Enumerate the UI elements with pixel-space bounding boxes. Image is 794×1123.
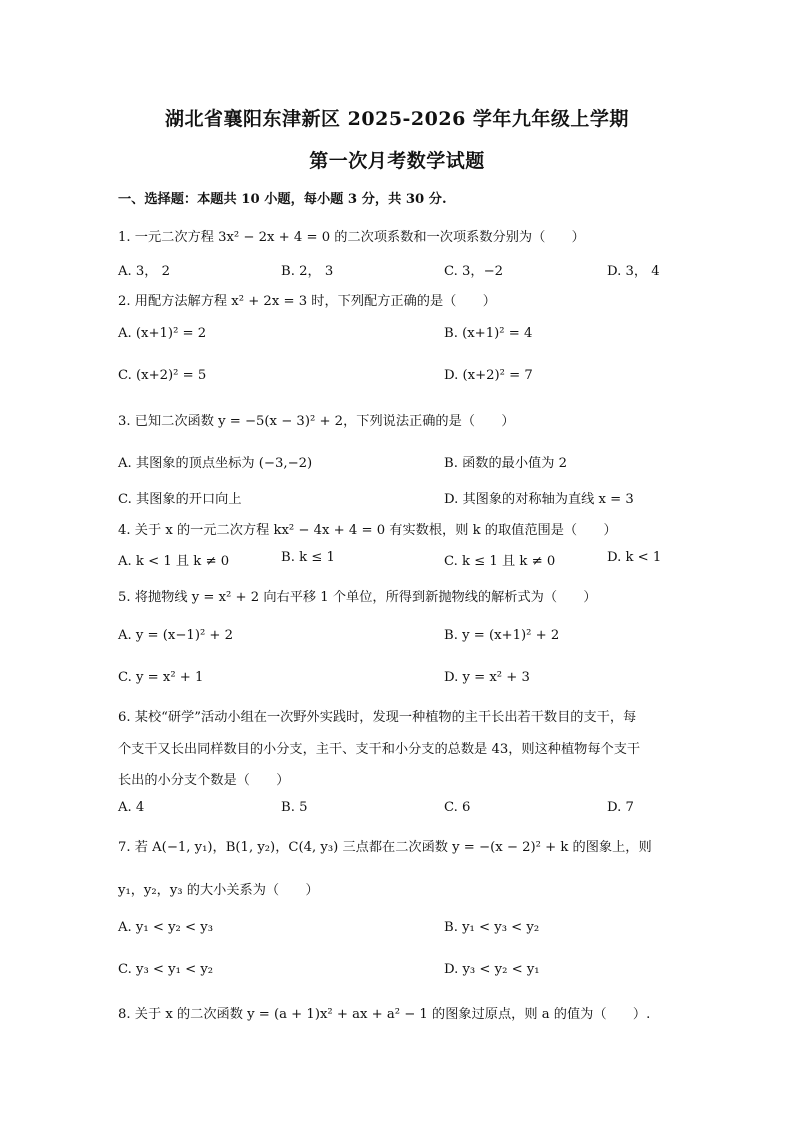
question-8-stem: 8. 关于 x 的二次函数 y = (a + 1)x² + ax + a² − 1 的图象过原点，则 a 的值为（ ）.	[118, 1007, 651, 1022]
q3-option-d: D. 其图象的对称轴为直线 x = 3	[444, 492, 634, 507]
q2-option-a: A. (x+1)² = 2	[118, 326, 207, 341]
q2-option-c: C. (x+2)² = 5	[118, 368, 207, 383]
q6-option-b: B. 5	[281, 800, 308, 815]
question-2-stem: 2. 用配方法解方程 x² + 2x = 3 时，下列配方正确的是（ ）	[118, 294, 496, 309]
q5-option-d: D. y = x² + 3	[444, 670, 530, 685]
question-7-stem-line2: y₁，y₂，y₃ 的大小关系为（ ）	[118, 883, 319, 898]
q6-option-a: A. 4	[118, 800, 145, 815]
q5-option-a: A. y = (x−1)² + 2	[118, 628, 234, 643]
question-1-stem: 1. 一元二次方程 3x² − 2x + 4 = 0 的二次项系数和一次项系数分别为（ ）	[118, 230, 585, 245]
q6-option-d: D. 7	[607, 800, 634, 815]
question-3-stem: 3. 已知二次函数 y = −5(x − 3)² + 2，下列说法正确的是（ ）	[118, 414, 515, 429]
section-heading-choice: 一、选择题：本题共 10 小题，每小题 3 分，共 30 分.	[118, 192, 447, 207]
q4-option-b: B. k ≤ 1	[281, 550, 335, 565]
q4-option-a: A. k < 1 且 k ≠ 0	[118, 554, 230, 569]
q1-option-d: D. 3， 4	[607, 264, 660, 279]
q7-option-a: A. y₁ < y₂ < y₃	[118, 920, 213, 935]
question-7-stem-line1: 7. 若 A(−1, y₁)，B(1, y₂)，C(4, y₃) 三点都在二次函数 y = −(x − 2)² + k 的图象上，则	[118, 840, 652, 855]
q5-option-b: B. y = (x+1)² + 2	[444, 628, 560, 643]
q1-option-a: A. 3， 2	[118, 264, 171, 279]
q5-option-c: C. y = x² + 1	[118, 670, 204, 685]
question-6-stem-line3: 长出的小分支个数是（ ）	[118, 773, 290, 788]
exam-title-line1: 湖北省襄阳东津新区 2025-2026 学年九年级上学期	[165, 108, 629, 130]
q7-option-c: C. y₃ < y₁ < y₂	[118, 962, 214, 977]
question-4-stem: 4. 关于 x 的一元二次方程 kx² − 4x + 4 = 0 有实数根，则 k 的取值范围是（ ）	[118, 523, 617, 538]
q3-option-b: B. 函数的最小值为 2	[444, 456, 567, 471]
q7-option-b: B. y₁ < y₃ < y₂	[444, 920, 540, 935]
q4-option-c: C. k ≤ 1 且 k ≠ 0	[444, 554, 556, 569]
q4-option-d: D. k < 1	[607, 550, 662, 565]
question-6-stem-line2: 个支干又长出同样数目的小分支，主干、支干和小分支的总数是 43，则这种植物每个支干	[118, 742, 641, 757]
q2-option-d: D. (x+2)² = 7	[444, 368, 533, 383]
q1-option-c: C. 3，−2	[444, 264, 504, 279]
question-6-stem-line1: 6. 某校“研学”活动小组在一次野外实践时，发现一种植物的主干长出若干数目的支干，每	[118, 710, 637, 725]
question-5-stem: 5. 将抛物线 y = x² + 2 向右平移 1 个单位，所得到新抛物线的解析式为（ ）	[118, 590, 597, 605]
q3-option-a: A. 其图象的顶点坐标为 (−3,−2)	[118, 456, 313, 471]
q6-option-c: C. 6	[444, 800, 471, 815]
q2-option-b: B. (x+1)² = 4	[444, 326, 533, 341]
exam-title-line2: 第一次月考数学试题	[309, 150, 485, 172]
q3-option-c: C. 其图象的开口向上	[118, 492, 242, 507]
q1-option-b: B. 2， 3	[281, 264, 334, 279]
q7-option-d: D. y₃ < y₂ < y₁	[444, 962, 540, 977]
